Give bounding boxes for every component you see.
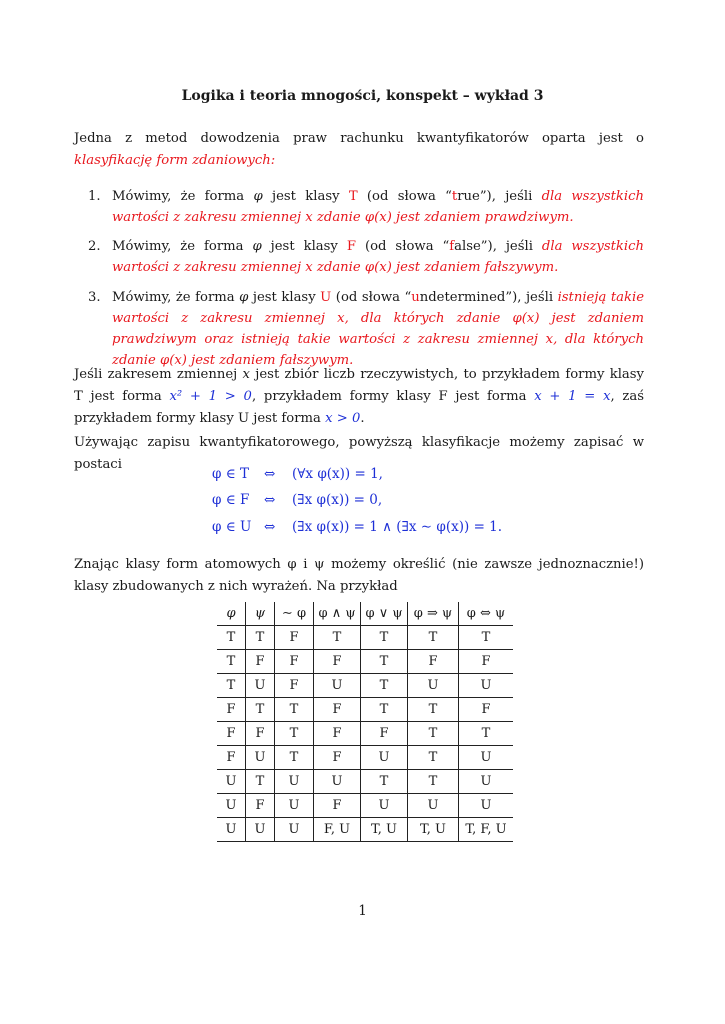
formula-lhs: φ ∈ T <box>212 466 250 482</box>
item-text: alse”), jeśli <box>454 239 542 254</box>
example-text: , przykładem formy klasy F jest forma <box>251 389 535 404</box>
table-cell: T <box>361 698 408 722</box>
item-condition: istnieją takie wartości z zakresu zmiennej x, dla których zdanie φ(x) jest zdaniem prawdziwym oraz istnieją takie wartości z zakresu zmiennej x, dla których zdanie φ(x) jest zdaniem fałszywym. <box>112 290 645 368</box>
class-label: T <box>348 189 358 204</box>
header-cell: ψ <box>246 602 275 626</box>
table-cell: T <box>361 650 408 674</box>
table-cell: U <box>246 746 275 770</box>
item-text: (od słowa “ <box>355 239 450 254</box>
header-cell: ∼ φ <box>275 602 314 626</box>
table-row <box>217 746 513 770</box>
table-cell: T <box>275 746 314 770</box>
table-cell: F <box>275 674 314 698</box>
atomic-forms-paragraph: Znając klasy form atomowych φ i ψ możemy określić (nie zawsze jednoznacznie!) klasy zbudowanych z nich wyrażeń. Na przykład <box>74 557 644 594</box>
example-paragraph <box>74 364 644 430</box>
formula-rhs: (∃x φ(x)) = 1 ∧ (∃x ∼ φ(x)) = 1. <box>292 519 503 535</box>
class-label: F <box>346 239 356 254</box>
table-cell: F <box>314 698 361 722</box>
header-cell: φ ∧ ψ <box>314 602 361 626</box>
table-cell: F <box>246 722 275 746</box>
table-cell: U <box>275 794 314 818</box>
table-cell: U <box>246 674 275 698</box>
table-cell: U <box>361 746 408 770</box>
formula-lhs: φ ∈ F <box>212 492 250 508</box>
item-number: 1. <box>88 189 101 204</box>
formula-rhs: (∀x φ(x)) = 1, <box>292 466 383 482</box>
table-cell: T <box>361 674 408 698</box>
truth-table <box>217 602 513 842</box>
item-number: 3. <box>88 290 101 305</box>
item-text: jest klasy <box>248 290 321 305</box>
intro-paragraph <box>74 128 644 172</box>
table-row <box>217 674 513 698</box>
item-text: ndetermined”), jeśli <box>419 290 558 305</box>
class-letter: f <box>449 239 455 254</box>
item-text: rue”), jeśli <box>457 189 542 204</box>
example-text: , zaś przykładem formy klasy U jest forma <box>74 389 645 426</box>
table-cell: U <box>408 794 459 818</box>
header-cell: φ <box>217 602 246 626</box>
table-cell: T <box>459 626 514 650</box>
table-row <box>217 818 513 842</box>
variable-x: x <box>242 367 250 382</box>
item-condition: dla wszystkich wartości z zakresu zmiennej x zdanie φ(x) jest zdaniem prawdziwym. <box>112 189 644 225</box>
table-cell: F <box>314 794 361 818</box>
table-row <box>217 722 513 746</box>
table-cell: T <box>361 770 408 794</box>
page-number: 1 <box>358 903 367 919</box>
example-formula-u: x > 0 <box>325 411 361 426</box>
table-cell: T <box>246 626 275 650</box>
item-text: Mówimy, że forma <box>112 239 253 254</box>
item-text: (od słowa “ <box>357 189 452 204</box>
table-cell: F <box>217 722 246 746</box>
table-cell: U <box>217 770 246 794</box>
table-cell: T <box>217 674 246 698</box>
table-cell: U <box>217 818 246 842</box>
phi-symbol: φ <box>252 239 262 254</box>
table-cell: T <box>408 770 459 794</box>
table-cell: T, U <box>408 818 459 842</box>
table-cell: T <box>246 770 275 794</box>
formula-rhs: (∃x φ(x)) = 0, <box>292 492 383 508</box>
table-cell: T, F, U <box>459 818 514 842</box>
formula-lhs: φ ∈ U <box>212 519 252 535</box>
table-cell: T <box>275 698 314 722</box>
table-cell: F <box>459 698 514 722</box>
class-label: U <box>320 290 332 305</box>
item-text: (od słowa “ <box>331 290 412 305</box>
example-formula-f: x + 1 = x <box>534 389 611 404</box>
item-text: Mówimy, że forma <box>112 189 254 204</box>
phi-symbol: φ <box>253 189 263 204</box>
example-text: Jeśli zakresem zmiennej <box>74 367 243 382</box>
table-cell: T <box>408 746 459 770</box>
header-cell: φ ⇒ ψ <box>408 602 459 626</box>
table-cell: T <box>246 698 275 722</box>
table-cell: T <box>459 722 514 746</box>
document-title: Logika i teoria mnogości, konspekt – wykład 3 <box>181 88 544 104</box>
table-cell: U <box>408 674 459 698</box>
header-cell: φ ⇔ ψ <box>459 602 514 626</box>
table-body <box>217 626 513 842</box>
item-condition: dla wszystkich wartości z zakresu zmiennej x zdanie φ(x) jest zdaniem fałszywym. <box>112 239 644 275</box>
table-cell: U <box>217 794 246 818</box>
table-cell: U <box>314 770 361 794</box>
example-text: . <box>360 411 365 426</box>
phi-symbol: φ <box>239 290 249 305</box>
table-cell: F <box>246 794 275 818</box>
table-cell: U <box>275 818 314 842</box>
table-cell: T <box>408 698 459 722</box>
table-cell: T <box>217 626 246 650</box>
example-formula-t: x² + 1 > 0 <box>169 389 252 404</box>
class-letter: u <box>411 290 420 305</box>
item-number: 2. <box>88 239 101 254</box>
table-cell: T <box>361 626 408 650</box>
table-cell: T <box>314 626 361 650</box>
table-cell: T <box>275 722 314 746</box>
table-row <box>217 698 513 722</box>
table-cell: F <box>459 650 514 674</box>
table-cell: F <box>408 650 459 674</box>
iff-symbol: ⇔ <box>264 492 276 508</box>
table-cell: F, U <box>314 818 361 842</box>
table-cell: U <box>459 770 514 794</box>
table-cell: F <box>246 650 275 674</box>
table-cell: F <box>217 746 246 770</box>
table-cell: U <box>459 674 514 698</box>
example-text: jest zbiór liczb rzeczywistych, to przykładem formy klasy T jest forma <box>74 367 644 404</box>
table-cell: U <box>459 746 514 770</box>
table-row <box>217 794 513 818</box>
table-cell: F <box>314 746 361 770</box>
intro-highlight: klasyfikację form zdaniowych: <box>74 153 276 168</box>
table-cell: T <box>408 722 459 746</box>
class-letter: t <box>451 189 458 204</box>
table-cell: F <box>314 650 361 674</box>
table-cell: U <box>314 674 361 698</box>
item-text: Mówimy, że forma <box>112 290 240 305</box>
iff-symbol: ⇔ <box>264 466 276 482</box>
table-cell: U <box>361 794 408 818</box>
table-row <box>217 626 513 650</box>
table-cell: U <box>275 770 314 794</box>
table-cell: T <box>217 650 246 674</box>
header-cell: φ ∨ ψ <box>361 602 408 626</box>
quantifier-intro: Używając zapisu kwantyfikatorowego, powyższą klasyfikacje możemy zapisać w postaci <box>74 435 644 472</box>
intro-text: Jedna z metod dowodzenia praw rachunku kwantyfikatorów oparta jest o <box>74 131 644 146</box>
table-row <box>217 650 513 674</box>
table-cell: T, U <box>361 818 408 842</box>
table-cell: F <box>275 626 314 650</box>
table-cell: T <box>408 626 459 650</box>
table-cell: F <box>217 698 246 722</box>
table-cell: F <box>361 722 408 746</box>
table-cell: F <box>275 650 314 674</box>
iff-symbol: ⇔ <box>264 519 276 535</box>
table-cell: F <box>314 722 361 746</box>
table-cell: U <box>459 794 514 818</box>
table-row <box>217 770 513 794</box>
item-text: jest klasy <box>261 239 347 254</box>
item-text: jest klasy <box>262 189 349 204</box>
table-header-row <box>217 602 513 626</box>
table-cell: U <box>246 818 275 842</box>
